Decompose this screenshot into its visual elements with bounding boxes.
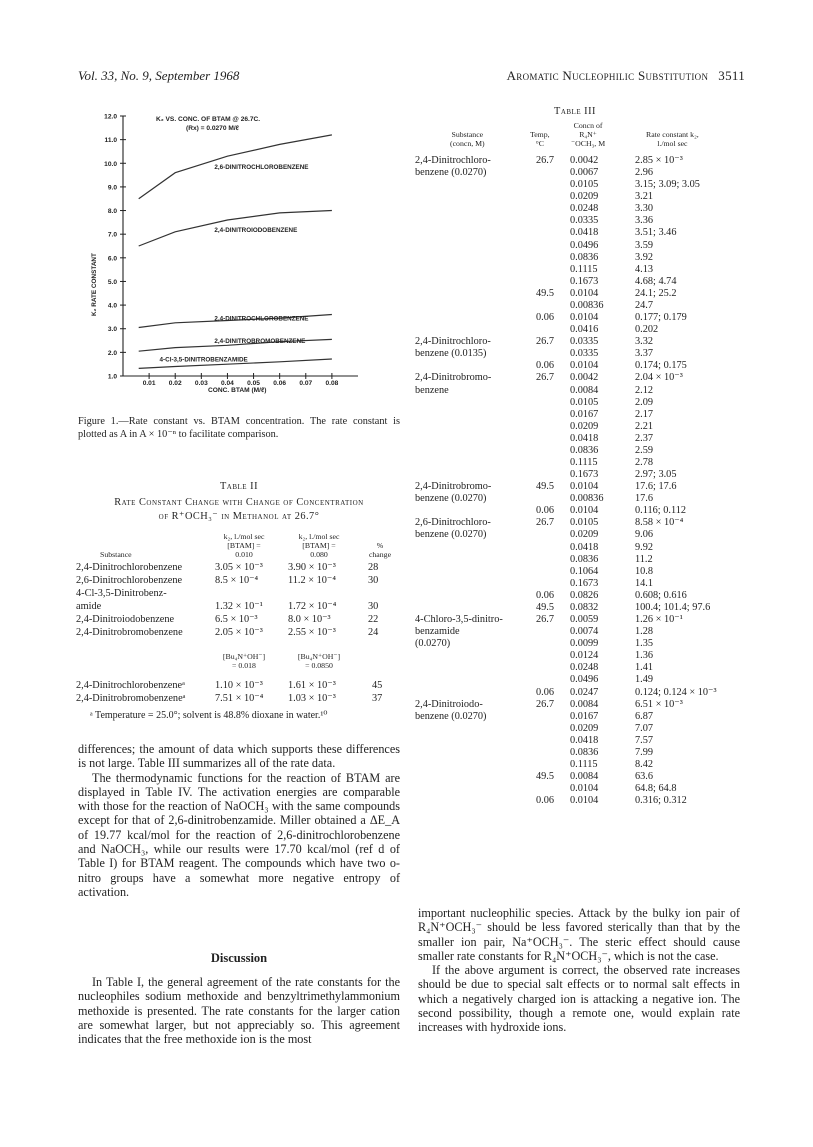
- table2-subtitle-1: Rate Constant Change with Change of Concentration: [114, 497, 364, 508]
- table2-cell-c: 45: [372, 680, 383, 691]
- table3-cell-substance: benzene (0.0135): [415, 348, 487, 360]
- table3-row: [0, 397, 813, 409]
- table3-row: [0, 433, 813, 445]
- table3-cell-rate-constant: 3.92: [635, 251, 654, 263]
- chart-x-label: CONC. BTAM (M/ℓ): [208, 387, 267, 394]
- table2-cell-c: 30: [368, 601, 379, 612]
- table3-cell-temp: 0.06: [536, 686, 555, 698]
- table3-cell-rate-constant: 0.608; 0.616: [635, 589, 687, 601]
- table3-substance-line-2: (concn, M): [450, 139, 485, 149]
- table3-cell-concentration: 0.0104: [570, 795, 599, 807]
- table3-cell-temp: 26.7: [536, 155, 555, 166]
- table3-cell-concentration: 0.0335: [570, 348, 599, 360]
- table3-cell-concentration: 0.0124: [570, 650, 599, 662]
- table2-col-a-line-3: 0.010: [235, 550, 253, 560]
- table3-cell-concentration: 0.0826: [570, 589, 599, 601]
- chart-y-tick-label: 10.0: [104, 160, 117, 168]
- table3-cell-rate-constant: 8.58 × 10⁻⁴: [635, 517, 684, 529]
- table3-cell-concentration: 0.0105: [570, 179, 599, 191]
- table3-row: [0, 711, 813, 723]
- table3-cell-rate-constant: 17.6; 17.6: [635, 481, 677, 493]
- table3-cell-rate-constant: 11.2: [635, 553, 653, 565]
- table3-cell-temp: 49.5: [536, 287, 555, 299]
- table3-cell-concentration: 0.0832: [570, 601, 599, 613]
- table3-cell-temp: 26.7: [536, 517, 555, 529]
- table3-row: [0, 312, 813, 324]
- table3-cell-substance: 2,6-Dinitrochloro-: [415, 517, 491, 529]
- table3-cell-concentration: 0.0836: [570, 444, 599, 456]
- chart-y-tick-label: 2.0: [107, 349, 117, 357]
- table3-cell-concentration: 0.0209: [570, 529, 599, 541]
- table3-conc-line-3: ⁻OCH₃, M: [571, 139, 606, 149]
- table3-cell-concentration: 0.0418: [570, 734, 599, 746]
- table3-cell-rate-constant: 3.51; 3.46: [635, 227, 677, 239]
- table2-subcol-a-line-2: = 0.018: [232, 661, 256, 671]
- paragraph: If the above argument is correct, the observed rate increases should be due to special salt effects or to normal salt effects in which a negatively charged ion is attacking a negative ion. The second possibility, though a remote one, would explain rate increases with hydroxide ions.: [418, 963, 740, 1035]
- table3-cell-concentration: 0.1115: [570, 457, 598, 468]
- table3-cell-rate-constant: 7.99: [635, 746, 654, 758]
- discussion-heading: Discussion: [210, 951, 268, 965]
- chart-y-label: K₂ RATE CONSTANT: [91, 253, 98, 316]
- table3-cell-concentration: 0.1673: [570, 275, 599, 287]
- table3-cell-rate-constant: 3.59: [635, 239, 654, 251]
- table2-title: Table II: [220, 481, 258, 492]
- table3-cell-rate-constant: 7.07: [635, 722, 654, 734]
- table2-cell-substance: 2,4-Dinitrobromobenzeneᵃ: [76, 693, 186, 704]
- table3-cell-temp: 0.06: [536, 589, 555, 601]
- table3-rate-line-2: l./mol sec: [657, 139, 688, 149]
- table3-cell-temp: 49.5: [536, 601, 555, 613]
- table3-row: [0, 276, 813, 288]
- table3-row: [0, 529, 813, 541]
- table3-cell-concentration: 0.00836: [570, 493, 604, 505]
- table3-row: [0, 638, 813, 650]
- table3-temp-line-1: Temp,: [530, 130, 550, 139]
- table2-cell-a: 7.51 × 10⁻⁴: [215, 693, 264, 704]
- chart-y-tick-label: 7.0: [107, 231, 117, 239]
- table2-cell-b: 1.61 × 10⁻³: [288, 680, 336, 691]
- table2-cell-substance: 2,4-Dinitrochlorobenzene: [76, 562, 183, 573]
- table3-cell-rate-constant: 0.316; 0.312: [635, 795, 687, 807]
- table3-cell-rate-constant: 2.17: [635, 408, 654, 420]
- table3-cell-temp: 49.5: [536, 771, 555, 783]
- table3-cell-rate-constant: 24.7: [635, 299, 654, 311]
- table3-cell-rate-constant: 2.04 × 10⁻³: [635, 372, 683, 384]
- table3-cell-concentration: 0.0418: [570, 227, 599, 239]
- table3-row: [0, 505, 813, 517]
- table3-row: [0, 203, 813, 215]
- table3-row: [0, 759, 813, 771]
- table2-subtitle-2: of R⁺OCH₃⁻ in Methanol at 26.7°: [158, 511, 320, 522]
- table3-cell-substance: benzene (0.0270): [415, 493, 487, 505]
- table3-cell-concentration: 0.0104: [570, 312, 599, 324]
- table3-cell-concentration: 0.0042: [570, 372, 599, 384]
- table2-footnote: ᵃ Temperature = 25.0°; solvent is 48.8% dioxane in water.¹⁰: [90, 710, 328, 721]
- table3-cell-temp: 26.7: [536, 614, 555, 626]
- table3-row: [0, 240, 813, 252]
- table3-row: [0, 674, 813, 686]
- table3-cell-concentration: 0.0167: [570, 710, 599, 722]
- chart-y-tick-label: 12.0: [104, 113, 117, 121]
- table3-cell-rate-constant: 9.92: [635, 541, 654, 553]
- table3-cell-concentration: 0.0418: [570, 432, 599, 444]
- chart-x-tick-label: 0.05: [247, 380, 260, 387]
- chart-series-label: 4-Cl-3,5-DINITROBENZAMIDE: [159, 356, 248, 364]
- table3-row: [0, 699, 813, 711]
- table3-row: [0, 409, 813, 421]
- table2-col-substance-header: Substance: [100, 550, 132, 559]
- table3-row: [0, 155, 813, 167]
- table3-row: [0, 650, 813, 662]
- table2-cell-substance: 4-Cl-3,5-Dinitrobenz-: [76, 588, 167, 599]
- chart-y-tick-label: 1.0: [107, 373, 117, 381]
- table3-cell-concentration: 0.0167: [570, 408, 599, 420]
- chart-series-label: 2,4-DINITROCHLOROBENZENE: [214, 315, 309, 323]
- table3-cell-rate-constant: 10.8: [635, 565, 654, 577]
- table3-cell-concentration: 0.1064: [570, 565, 599, 577]
- table3-cell-temp: 26.7: [536, 698, 555, 710]
- table3-cell-concentration: 0.0084: [570, 771, 599, 783]
- chart-y-tick-label: 11.0: [104, 137, 117, 145]
- table3-cell-concentration: 0.0248: [570, 662, 599, 674]
- table3-row: [0, 795, 813, 807]
- table3-cell-concentration: 0.0059: [570, 614, 599, 626]
- chart-series-label: 2,4-DINITROBROMOBENZENE: [214, 337, 306, 345]
- table3-cell-concentration: 0.0247: [570, 686, 599, 698]
- table3-cell-concentration: 0.0836: [570, 746, 599, 758]
- table3-cell-rate-constant: 63.6: [635, 771, 654, 783]
- table3-row: [0, 372, 813, 384]
- page-number: 3511: [718, 68, 745, 83]
- table3-row: [0, 348, 813, 360]
- table3-cell-rate-constant: 2.59: [635, 444, 654, 456]
- table3-row: [0, 167, 813, 179]
- table3-cell-rate-constant: 3.36: [635, 215, 654, 227]
- table3-cell-rate-constant: 4.68; 4.74: [635, 275, 677, 287]
- table3-cell-rate-constant: 3.15; 3.09; 3.05: [635, 179, 700, 191]
- table3-row: [0, 578, 813, 590]
- table3-substance-line-1: Substance: [451, 130, 484, 139]
- table3-cell-rate-constant: 2.85 × 10⁻³: [635, 155, 683, 166]
- table3-row: [0, 385, 813, 397]
- table3-cell-concentration: 0.0104: [570, 360, 599, 372]
- table3-cell-rate-constant: 0.174; 0.175: [635, 360, 687, 372]
- table3-cell-concentration: 0.0496: [570, 674, 599, 686]
- table2-subcol-b-line-2: = 0.0850: [305, 661, 333, 671]
- table3-cell-concentration: 0.0042: [570, 155, 599, 166]
- table2-cell-substance: 2,4-Dinitrobromobenzene: [76, 627, 183, 638]
- table3-row: [0, 469, 813, 481]
- table3-row: [0, 554, 813, 566]
- table3-cell-concentration: 0.00836: [570, 299, 604, 311]
- body-text-left-bottom: [78, 975, 400, 1046]
- paragraph: The thermodynamic functions for the reaction of BTAM are displayed in Table IV. The activation energies are comparable with those for the reaction of NaOCH₃ with the same compounds except for that of 2,6-dinitrobenzamide. Miller obtained a ΔE_A of 19.77 kcal/mol for the reaction of 2,6-dinitrochlorobenzene and NaOCH₃, while our results were 17.70 kcal/mol (ref d of Table I) for BTAM reagent. The compounds which have two o-nitro groups have a somewhat more negative entropy of activation.: [78, 770, 400, 899]
- chart-x-tick-label: 0.02: [168, 380, 182, 387]
- table2-cell-c: 30: [368, 575, 379, 586]
- table3-cell-rate-constant: 1.49: [635, 674, 654, 686]
- table3-cell-rate-constant: 1.35: [635, 638, 654, 650]
- chart-y-tick-label: 9.0: [107, 184, 117, 192]
- table3-conc-line-2: R₄N⁺: [579, 130, 597, 140]
- table3-cell-rate-constant: 1.26 × 10⁻¹: [635, 614, 683, 626]
- table3-cell-concentration: 0.0496: [570, 239, 599, 251]
- chart-y-tick-label: 6.0: [107, 255, 117, 263]
- chart-x-tick-label: 0.01: [142, 380, 156, 387]
- table2-cell-c: 22: [368, 614, 379, 625]
- table3-cell-rate-constant: 0.177; 0.179: [635, 312, 687, 324]
- table3-cell-concentration: 0.1673: [570, 577, 599, 589]
- table3-cell-rate-constant: 1.41: [635, 662, 654, 674]
- table3-row: [0, 481, 813, 493]
- table2-cell-c: 28: [368, 562, 379, 573]
- table3-row: [0, 324, 813, 336]
- chart-x-tick-label: 0.03: [194, 380, 208, 387]
- table3-cell-rate-constant: 64.8; 64.8: [635, 783, 677, 795]
- table3-cell-substance: (0.0270): [415, 638, 451, 650]
- table3-rate-line-1: Rate constant k₂,: [646, 130, 699, 139]
- table2-cell-a: 1.32 × 10⁻¹: [215, 601, 263, 612]
- table3-row: [0, 747, 813, 759]
- table3-cell-concentration: 0.0335: [570, 336, 599, 348]
- table3-cell-rate-constant: 14.1: [635, 577, 654, 589]
- table3-cell-temp: 0.06: [536, 360, 555, 372]
- table3-row: [0, 300, 813, 312]
- table3-cell-temp: 0.06: [536, 795, 555, 807]
- table3-row: [0, 179, 813, 191]
- paragraph: differences; the amount of data which supports these differences is not large. Table III summarizes all of the rate data.: [78, 742, 400, 771]
- table3-cell-substance: benzene (0.0270): [415, 710, 487, 722]
- table3-row: [0, 662, 813, 674]
- table3-cell-concentration: 0.0104: [570, 481, 599, 493]
- table3-cell-concentration: 0.0104: [570, 783, 599, 795]
- table3-cell-concentration: 0.0105: [570, 396, 599, 408]
- table3-cell-substance: 2,4-Dinitrobromo-: [415, 481, 492, 493]
- chart-x-tick-label: 0.06: [273, 380, 287, 387]
- table2-cell-b: 1.03 × 10⁻³: [288, 693, 336, 704]
- table2-cell-b: 11.2 × 10⁻⁴: [288, 575, 336, 586]
- table2-col-b-line-1: k₂, l./mol sec: [298, 532, 340, 541]
- table2-cell-substance: 2,6-Dinitrochlorobenzene: [76, 575, 183, 586]
- table3-row: [0, 723, 813, 735]
- table3-row: [0, 264, 813, 276]
- table3-cell-concentration: 0.0084: [570, 384, 599, 396]
- chart-y-tick-label: 8.0: [107, 208, 117, 216]
- table3-row: [0, 771, 813, 783]
- table3-cell-temp: 26.7: [536, 336, 555, 348]
- table2-subcol-b-line-1: [Bu₄N⁺OH⁻]: [297, 652, 341, 661]
- table3-cell-rate-constant: 17.6: [635, 493, 654, 505]
- table3-cell-rate-constant: 7.57: [635, 734, 654, 746]
- table2-cell-c: 24: [368, 627, 379, 638]
- table3-row: [0, 626, 813, 638]
- table3-row: [0, 252, 813, 264]
- table3-cell-rate-constant: 0.202: [635, 324, 659, 336]
- table3-row: [0, 783, 813, 795]
- table3-cell-temp: 0.06: [536, 505, 555, 517]
- table3-cell-rate-constant: 3.30: [635, 203, 654, 215]
- table3-cell-rate-constant: 4.13: [635, 263, 654, 275]
- table3-cell-substance: 2,4-Dinitrochloro-: [415, 336, 491, 348]
- chart-x-tick-label: 0.07: [299, 380, 313, 387]
- table3-cell-concentration: 0.0099: [570, 638, 599, 650]
- table3-cell-rate-constant: 2.12: [635, 384, 654, 396]
- table3-cell-concentration: 0.1673: [570, 469, 599, 481]
- figure-caption: Figure 1.—Rate constant vs. BTAM concentration. The rate constant is plotted as A in A × 10⁻ⁿ to facilitate comparison.: [78, 416, 400, 440]
- table2-col-a-line-2: [BTAM] =: [227, 541, 261, 551]
- table2-subcol-a-line-1: [Bu₄N⁺OH⁻]: [222, 652, 266, 661]
- table2-cell-a: 1.10 × 10⁻³: [215, 680, 263, 691]
- table3-cell-substance: 2,4-Dinitroiodo-: [415, 698, 483, 710]
- table2-cell-b: 8.0 × 10⁻³: [288, 614, 331, 625]
- table3-cell-rate-constant: 100.4; 101.4; 97.6: [635, 601, 711, 613]
- table3-cell-substance: benzene: [415, 384, 449, 396]
- table3-cell-concentration: 0.0104: [570, 505, 599, 517]
- paragraph: In Table I, the general agreement of the rate constants for the nucleophiles sodium methoxide and benzyltrimethylammonium methoxide is presented. The rate constants for the larger cation are somewhat larger, but not appreciably so. This agreement indicates that the free methoxide ion is the most: [78, 975, 400, 1047]
- table3-row: [0, 687, 813, 699]
- table2-cell-a: 6.5 × 10⁻³: [215, 614, 258, 625]
- table3-row: [0, 614, 813, 626]
- table3-cell-rate-constant: 2.96: [635, 167, 654, 179]
- table3-row: [0, 493, 813, 505]
- table3-cell-concentration: 0.0836: [570, 553, 599, 565]
- table3-cell-rate-constant: 1.36: [635, 650, 654, 662]
- table3-cell-concentration: 0.0067: [570, 167, 599, 179]
- table2-col-a-line-1: k₂, l./mol sec: [223, 532, 265, 541]
- table3-cell-rate-constant: 6.51 × 10⁻³: [635, 698, 683, 710]
- table3-cell-concentration: 0.0104: [570, 287, 599, 299]
- running-header-left: Vol. 33, No. 9, September 1968: [78, 68, 240, 83]
- table3-row: [0, 215, 813, 227]
- running-title: Aromatic Nucleophilic Substitution: [506, 68, 709, 83]
- table3-col-substance-header: [450, 130, 485, 148]
- table3-cell-temp: 26.7: [536, 372, 555, 384]
- table3-cell-rate-constant: 9.06: [635, 529, 654, 541]
- table2-cell-substance: amide: [76, 601, 102, 612]
- chart-y-tick-label: 3.0: [107, 326, 117, 334]
- table3-cell-concentration: 0.0084: [570, 698, 599, 710]
- table3-cell-rate-constant: 0.124; 0.124 × 10⁻³: [635, 686, 717, 698]
- running-header-right: [470, 68, 745, 84]
- table3-row: [0, 517, 813, 529]
- table3-row: [0, 542, 813, 554]
- table3-row: [0, 457, 813, 469]
- table3-row: [0, 360, 813, 372]
- table3-cell-concentration: 0.0209: [570, 191, 599, 203]
- table2-cell-a: 2.05 × 10⁻³: [215, 627, 263, 638]
- table3-row: [0, 191, 813, 203]
- table2-col-b-line-2: [BTAM] =: [302, 541, 336, 551]
- table3-conc-line-1: Concn of: [573, 121, 603, 130]
- table3-row: [0, 590, 813, 602]
- table3-row: [0, 445, 813, 457]
- table2-cell-c: 37: [372, 693, 383, 704]
- table3-cell-concentration: 0.0209: [570, 722, 599, 734]
- table3-cell-rate-constant: 3.37: [635, 348, 654, 360]
- table3-row: [0, 421, 813, 433]
- table3-cell-temp: 0.06: [536, 312, 555, 324]
- table3-col-rate-header: [646, 130, 699, 148]
- table3-cell-rate-constant: 8.42: [635, 759, 654, 770]
- table3-cell-concentration: 0.1115: [570, 759, 598, 770]
- table3-cell-concentration: 0.0209: [570, 420, 599, 432]
- table2-col-b-line-3: 0.080: [310, 550, 328, 560]
- table3-cell-substance: benzene (0.0270): [415, 167, 487, 179]
- table3-cell-rate-constant: 2.37: [635, 432, 654, 444]
- table3-cell-temp: 49.5: [536, 481, 555, 493]
- table2-col-c-line-1: %: [376, 541, 384, 550]
- table3-row: [0, 566, 813, 578]
- table2-cell-a: 3.05 × 10⁻³: [215, 562, 263, 573]
- chart-series-label: 2,6-DINITROCHLOROBENZENE: [214, 164, 309, 172]
- table2-cell-substance: 2,4-Dinitroiodobenzene: [76, 614, 175, 625]
- table2-cell-b: 3.90 × 10⁻³: [288, 562, 336, 573]
- table2-cell-b: 1.72 × 10⁻⁴: [288, 601, 337, 612]
- table3-cell-rate-constant: 1.28: [635, 626, 654, 638]
- chart-title: K₂ VS. CONC. OF BTAM @ 26.7C.: [156, 116, 261, 123]
- table3-row: [0, 602, 813, 614]
- table3-cell-rate-constant: 2.97; 3.05: [635, 469, 677, 481]
- chart-y-tick-label: 4.0: [107, 302, 117, 310]
- table3-temp-line-2: °C: [535, 139, 544, 149]
- chart-series-label: 2,4-DINITROIODOBENZENE: [214, 226, 298, 234]
- table3-cell-substance: 2,4-Dinitrobromo-: [415, 372, 492, 384]
- chart-y-tick-label: 5.0: [107, 278, 117, 286]
- table3-cell-rate-constant: 0.116; 0.112: [635, 505, 687, 517]
- table3-cell-rate-constant: 24.1; 25.2: [635, 287, 677, 299]
- table3-row: [0, 288, 813, 300]
- table3-cell-rate-constant: 3.21: [635, 191, 654, 203]
- table2-cell-substance: 2,4-Dinitrochlorobenzeneᵃ: [76, 680, 185, 691]
- table2-col-c-line-2: change: [368, 550, 392, 560]
- chart-x-tick-label: 0.04: [221, 380, 234, 387]
- table3-cell-substance: benzene (0.0270): [415, 529, 487, 541]
- chart-subtitle: (Rx) = 0.0270 M/ℓ: [186, 125, 239, 132]
- table3-cell-concentration: 0.0416: [570, 324, 599, 336]
- table3-cell-concentration: 0.0335: [570, 215, 599, 227]
- table3-col-temp-header: [530, 130, 550, 148]
- table3-cell-concentration: 0.0418: [570, 541, 599, 553]
- table3-cell-rate-constant: 6.87: [635, 710, 654, 722]
- table3-cell-concentration: 0.0248: [570, 203, 599, 215]
- table3-title: Table III: [554, 106, 596, 117]
- table2-cell-b: 2.55 × 10⁻³: [288, 627, 336, 638]
- chart-x-tick-label: 0.08: [325, 380, 339, 387]
- table3-row: [0, 336, 813, 348]
- table3-cell-rate-constant: 3.32: [635, 336, 654, 348]
- table3-cell-substance: 4-Chloro-3,5-dinitro-: [415, 614, 503, 626]
- body-text-right: [418, 906, 740, 1035]
- table3-row: [0, 227, 813, 239]
- table3-cell-concentration: 0.0836: [570, 251, 599, 263]
- table3-cell-concentration: 0.1115: [570, 263, 598, 275]
- table3-cell-rate-constant: 2.09: [635, 396, 654, 408]
- table3-row: [0, 735, 813, 747]
- table3-cell-substance: 2,4-Dinitrochloro-: [415, 155, 491, 166]
- table3-col-conc-header: [571, 121, 605, 149]
- table3-cell-concentration: 0.0105: [570, 517, 599, 529]
- table3-cell-rate-constant: 2.21: [635, 420, 654, 432]
- table3-cell-rate-constant: 2.78: [635, 457, 654, 468]
- table3-cell-concentration: 0.0074: [570, 626, 599, 638]
- table3-cell-substance: benzamide: [415, 626, 460, 638]
- paragraph: important nucleophilic species. Attack by the bulky ion pair of R₄N⁺OCH₃⁻ should be less favored sterically than that by the smaller ion pair, Na⁺OCH₃⁻. The steric effect should cause smaller rate constants for R₄N⁺OCH₃⁻, which is not the case.: [418, 906, 740, 963]
- table2-cell-a: 8.5 × 10⁻⁴: [215, 575, 259, 586]
